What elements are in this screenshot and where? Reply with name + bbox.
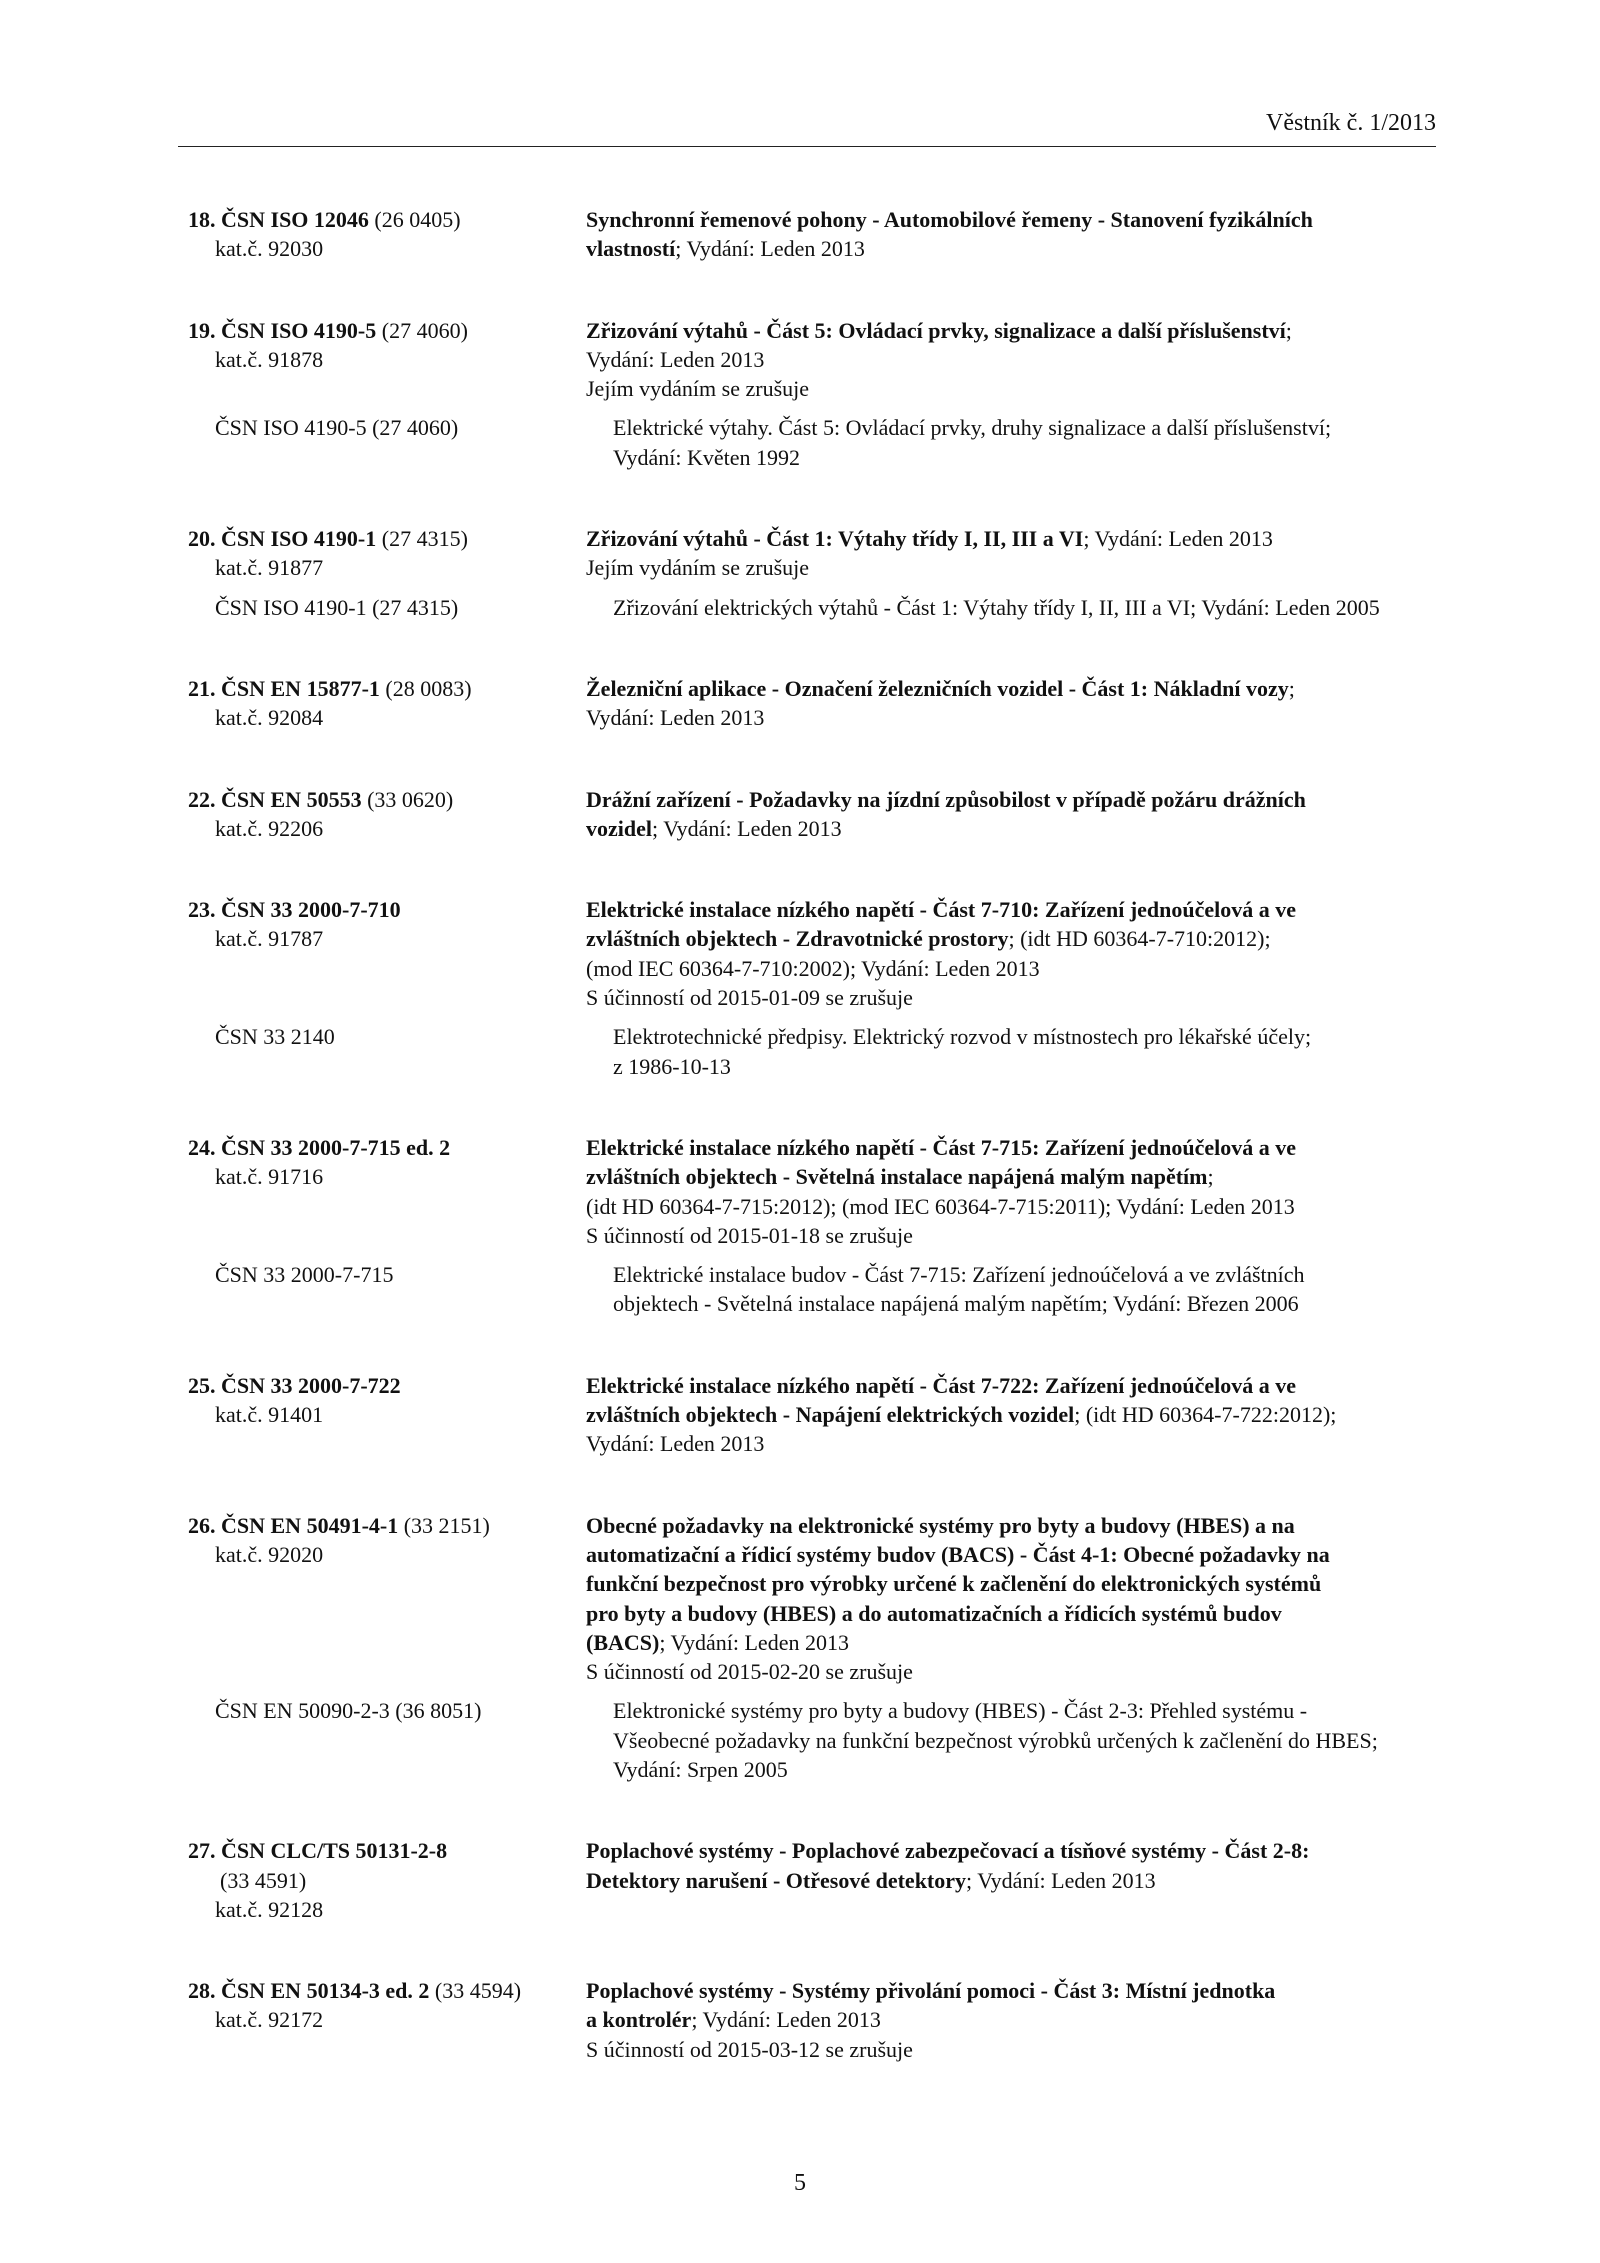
catalog-number [188, 1400, 586, 1429]
standard-code [188, 1836, 586, 1924]
text: kat.č. 91878 [215, 346, 324, 372]
standard-title [586, 205, 1448, 264]
catalog-number [188, 345, 586, 374]
text: (27 4060) [376, 317, 468, 343]
replaced-title-line: Vydání: Květen 1992 [613, 444, 800, 470]
replaced-standard [188, 1260, 1448, 1319]
standard-number [188, 674, 586, 703]
text: S účinností od 2015-01-09 se zrušuje [586, 985, 913, 1011]
title-line [586, 524, 1448, 553]
bold-text: vlastností [586, 236, 676, 262]
title-line [586, 1162, 1448, 1191]
text: kat.č. 92084 [215, 705, 324, 731]
text: Jejím vydáním se zrušuje [586, 376, 810, 402]
standard-number [188, 205, 586, 234]
title-line [586, 2005, 1448, 2034]
title-line [586, 1371, 1448, 1400]
title-line [586, 374, 1448, 403]
bold-text: 25. ČSN 33 2000-7-722 [188, 1372, 401, 1398]
bold-text: 21. ČSN EN 15877-1 [188, 675, 380, 701]
bold-text: 22. ČSN EN 50553 [188, 786, 362, 812]
standard-title [586, 895, 1448, 1012]
standard-number [188, 785, 586, 814]
text: Jejím vydáním se zrušuje [586, 555, 810, 581]
standard-entry [188, 316, 1448, 472]
text: ; Vydání: Leden 2013 [659, 1629, 849, 1655]
replaced-code: ČSN 33 2000-7-715 [215, 1262, 394, 1288]
text: (28 0083) [379, 675, 472, 701]
standard-title [586, 785, 1448, 844]
standard-number [188, 316, 586, 345]
bold-text: Elektrické instalace nízkého napětí - Část 7-722: Zařízení jednoúčelová a ve [586, 1372, 1297, 1398]
text: kat.č. 91401 [215, 1402, 324, 1428]
text: Vydání: Leden 2013 [586, 705, 765, 731]
standard-title [586, 1511, 1448, 1687]
bold-text: Zřizování výtahů - Část 5: Ovládací prvky, signalizace a další příslušenství [586, 317, 1286, 343]
bold-text: 24. ČSN 33 2000-7-715 ed. 2 [188, 1134, 451, 1160]
standard-entry [188, 1133, 1448, 1319]
title-line [586, 1866, 1448, 1895]
bold-text: Elektrické instalace nízkého napětí - Část 7-710: Zařízení jednoúčelová a ve [586, 897, 1297, 923]
text: (mod IEC 60364-7-710:2002); Vydání: Leden 2013 [586, 955, 1040, 981]
text: S účinností od 2015-02-20 se zrušuje [586, 1659, 913, 1685]
standards-list [188, 205, 1448, 2116]
header-rule [178, 146, 1436, 147]
title-line [586, 1599, 1448, 1628]
title-line [586, 1540, 1448, 1569]
text: kat.č. 92206 [215, 815, 324, 841]
bold-text: 19. ČSN ISO 4190-5 [188, 317, 377, 343]
text: (33 4594) [429, 1978, 522, 2004]
replaced-title [613, 413, 1448, 472]
catalog-number [188, 814, 586, 843]
standard-main [188, 316, 1448, 404]
replaced-title-line: objektech - Světelná instalace napájená malým napětím; Vydání: Březen 2006 [613, 1291, 1299, 1317]
standard-number [188, 1371, 586, 1400]
standard-code [188, 1511, 586, 1687]
standard-title [586, 524, 1448, 583]
standard-main [188, 785, 1448, 844]
standard-title [586, 674, 1448, 733]
text: (27 4315) [376, 526, 468, 552]
bold-text: 26. ČSN EN 50491-4-1 [188, 1512, 399, 1538]
title-line [586, 674, 1448, 703]
text: kat.č. 92172 [215, 2007, 324, 2033]
text: (33 2151) [398, 1512, 490, 1538]
catalog-number [188, 1540, 586, 1569]
bold-text: Železniční aplikace - Označení železničních vozidel - Část 1: Nákladní vozy [586, 675, 1289, 701]
title-line [586, 785, 1448, 814]
title-line [586, 983, 1448, 1012]
title-line [586, 1569, 1448, 1598]
bold-text: Poplachové systémy - Systémy přivolání pomoci - Část 3: Místní jednotka [586, 1978, 1276, 2004]
text: Vydání: Leden 2013 [586, 1431, 765, 1457]
standard-code [188, 316, 586, 404]
standard-entry [188, 1511, 1448, 1785]
replaced-code: ČSN EN 50090-2-3 (36 8051) [215, 1698, 482, 1724]
title-line [586, 1221, 1448, 1250]
title-line [586, 1976, 1448, 2005]
standard-title [586, 1836, 1448, 1924]
title-line [586, 954, 1448, 983]
standard-entry [188, 895, 1448, 1081]
standard-main [188, 1133, 1448, 1250]
title-line [586, 1628, 1448, 1657]
title-line [586, 1192, 1448, 1221]
bold-text: funkční bezpečnost pro výrobky určené k začlenění do elektronických systémů [586, 1571, 1322, 1597]
title-line [586, 1133, 1448, 1162]
bold-text: zvláštních objektech - Napájení elektrických vozidel [586, 1402, 1075, 1428]
bold-text: Obecné požadavky na elektronické systémy pro byty a budovy (HBES) a na [586, 1512, 1295, 1538]
bold-text: pro byty a budovy (HBES) a do automatizačních a řídicích systémů budov [586, 1600, 1282, 1626]
standard-code [188, 1371, 586, 1459]
text: ; Vydání: Leden 2013 [652, 815, 842, 841]
catalog-number [188, 1162, 586, 1191]
standard-entry [188, 205, 1448, 264]
journal-header-title: Věstník č. 1/2013 [1266, 110, 1436, 136]
replaced-code: ČSN ISO 4190-5 (27 4060) [215, 415, 459, 441]
standard-main [188, 205, 1448, 264]
standard-number [188, 1976, 586, 2005]
title-line [586, 205, 1448, 234]
text: ; [1207, 1164, 1214, 1190]
bold-text: Drážní zařízení - Požadavky na jízdní způsobilost v případě požáru drážních [586, 786, 1306, 812]
text: ; Vydání: Leden 2013 [675, 236, 865, 262]
text: (33 4591) [220, 1867, 307, 1893]
standard-code [188, 895, 586, 1012]
title-line [586, 703, 1448, 732]
text: ; Vydání: Leden 2013 [966, 1867, 1156, 1893]
bold-text: Zřizování výtahů - Část 1: Výtahy třídy I, II, III a VI [586, 526, 1084, 552]
replaced-title-line: Všeobecné požadavky na funkční bezpečnost výrobků určených k začlenění do HBES; [613, 1727, 1378, 1753]
standard-main [188, 524, 1448, 583]
standard-class-code [188, 1866, 586, 1895]
text: (26 0405) [368, 207, 461, 232]
standard-number [188, 524, 586, 553]
standard-code [188, 524, 586, 583]
catalog-number [188, 703, 586, 732]
replaced-standard [188, 413, 1448, 472]
catalog-number [188, 924, 586, 953]
text: S účinností od 2015-01-18 se zrušuje [586, 1222, 913, 1248]
title-line [586, 1657, 1448, 1686]
catalog-number [188, 2005, 586, 2034]
standard-entry [188, 524, 1448, 622]
text: kat.č. 92128 [215, 1896, 324, 1922]
standard-number [188, 1133, 586, 1162]
bold-text: Elektrické instalace nízkého napětí - Část 7-715: Zařízení jednoúčelová a ve [586, 1134, 1297, 1160]
bold-text: (BACS) [586, 1629, 660, 1655]
replaced-title-line: Elektronické systémy pro byty a budovy (HBES) - Část 2-3: Přehled systému - [613, 1698, 1308, 1724]
text: ; [1285, 317, 1292, 343]
standard-main [188, 1371, 1448, 1459]
catalog-number [188, 234, 586, 263]
text: ; Vydání: Leden 2013 [1083, 526, 1273, 552]
bold-text: 20. ČSN ISO 4190-1 [188, 526, 377, 552]
bold-text: Poplachové systémy - Poplachové zabezpečovací a tísňové systémy - Část 2-8: [586, 1838, 1310, 1864]
text: S účinností od 2015-03-12 se zrušuje [586, 2036, 913, 2062]
standard-code [188, 1133, 586, 1250]
standard-main [188, 1836, 1448, 1924]
text: kat.č. 91877 [215, 555, 324, 581]
replaced-title [613, 1696, 1448, 1784]
title-line [586, 553, 1448, 582]
text: ; (idt HD 60364-7-722:2012); [1074, 1402, 1337, 1428]
title-line [586, 2035, 1448, 2064]
text: kat.č. 92030 [215, 236, 324, 262]
replaced-title [613, 593, 1448, 622]
text: ; Vydání: Leden 2013 [691, 2007, 881, 2033]
replaced-title-line: Zřizování elektrických výtahů - Část 1: Výtahy třídy I, II, III a VI; Vydání: Leden 2005 [613, 594, 1380, 620]
title-line [586, 1429, 1448, 1458]
bold-text: 18. ČSN ISO 12046 [188, 207, 369, 232]
standard-number [188, 1836, 586, 1865]
replaced-title-line: Vydání: Srpen 2005 [613, 1756, 788, 1782]
replaced-code: ČSN ISO 4190-1 (27 4315) [215, 594, 459, 620]
standard-title [586, 1133, 1448, 1250]
standard-code [188, 205, 586, 264]
standard-number [188, 1511, 586, 1540]
standard-number [188, 895, 586, 924]
replaced-title-line: Elektrotechnické předpisy. Elektrický rozvod v místnostech pro lékařské účely; [613, 1024, 1312, 1050]
bold-text: vozidel [586, 815, 652, 841]
standard-main [188, 1976, 1448, 2064]
standard-main [188, 895, 1448, 1012]
text: kat.č. 92020 [215, 1541, 324, 1567]
standard-entry [188, 1976, 1448, 2064]
page-number: 5 [794, 2170, 806, 2196]
title-line [586, 234, 1448, 263]
text: ; (idt HD 60364-7-710:2012); [1008, 926, 1271, 952]
replaced-title-line: Elektrické instalace budov - Část 7-715: Zařízení jednoúčelová a ve zvláštních [613, 1262, 1305, 1288]
title-line [586, 895, 1448, 924]
text: (33 0620) [361, 786, 454, 812]
title-line [586, 1836, 1448, 1865]
replaced-title [613, 1022, 1448, 1081]
standard-entry [188, 785, 1448, 844]
bold-text: zvláštních objektech - Zdravotnické prostory [586, 926, 1009, 952]
bold-text: 28. ČSN EN 50134-3 ed. 2 [188, 1978, 430, 2004]
bold-text: 27. ČSN CLC/TS 50131-2-8 [188, 1838, 448, 1864]
bold-text: automatizační a řídicí systémy budov (BACS) - Část 4-1: Obecné požadavky na [586, 1541, 1330, 1567]
catalog-number [188, 1895, 586, 1924]
standard-title [586, 1371, 1448, 1459]
title-line [586, 1400, 1448, 1429]
text: kat.č. 91787 [215, 926, 324, 952]
standard-entry [188, 1836, 1448, 1924]
replaced-code: ČSN 33 2140 [215, 1024, 335, 1050]
standard-main [188, 1511, 1448, 1687]
bold-text: Detektory narušení - Otřesové detektory [586, 1867, 967, 1893]
replaced-title-line: z 1986-10-13 [613, 1053, 731, 1079]
standard-code [188, 674, 586, 733]
bold-text: 23. ČSN 33 2000-7-710 [188, 897, 401, 923]
bold-text: a kontrolér [586, 2007, 692, 2033]
title-line [586, 924, 1448, 953]
text: Vydání: Leden 2013 [586, 346, 765, 372]
title-line [586, 316, 1448, 345]
replaced-standard [188, 593, 1448, 622]
title-line [586, 1511, 1448, 1540]
text: (idt HD 60364-7-715:2012); (mod IEC 60364-7-715:2011); Vydání: Leden 2013 [586, 1193, 1295, 1219]
bold-text: Synchronní řemenové pohony - Automobilové řemeny - Stanovení fyzikálních [586, 207, 1313, 232]
catalog-number [188, 553, 586, 582]
replaced-title [613, 1260, 1448, 1319]
title-line [586, 345, 1448, 374]
standard-main [188, 674, 1448, 733]
bold-text: zvláštních objektech - Světelná instalace napájená malým napětím [586, 1164, 1208, 1190]
standard-code [188, 1976, 586, 2064]
standard-title [586, 1976, 1448, 2064]
standard-entry [188, 674, 1448, 733]
title-line [586, 814, 1448, 843]
standard-entry [188, 1371, 1448, 1459]
standard-title [586, 316, 1448, 404]
standard-code [188, 785, 586, 844]
text: kat.č. 91716 [215, 1164, 324, 1190]
replaced-standard [188, 1696, 1448, 1784]
text: ; [1288, 675, 1295, 701]
replaced-title-line: Elektrické výtahy. Část 5: Ovládací prvky, druhy signalizace a další příslušenství; [613, 415, 1332, 441]
replaced-standard [188, 1022, 1448, 1081]
